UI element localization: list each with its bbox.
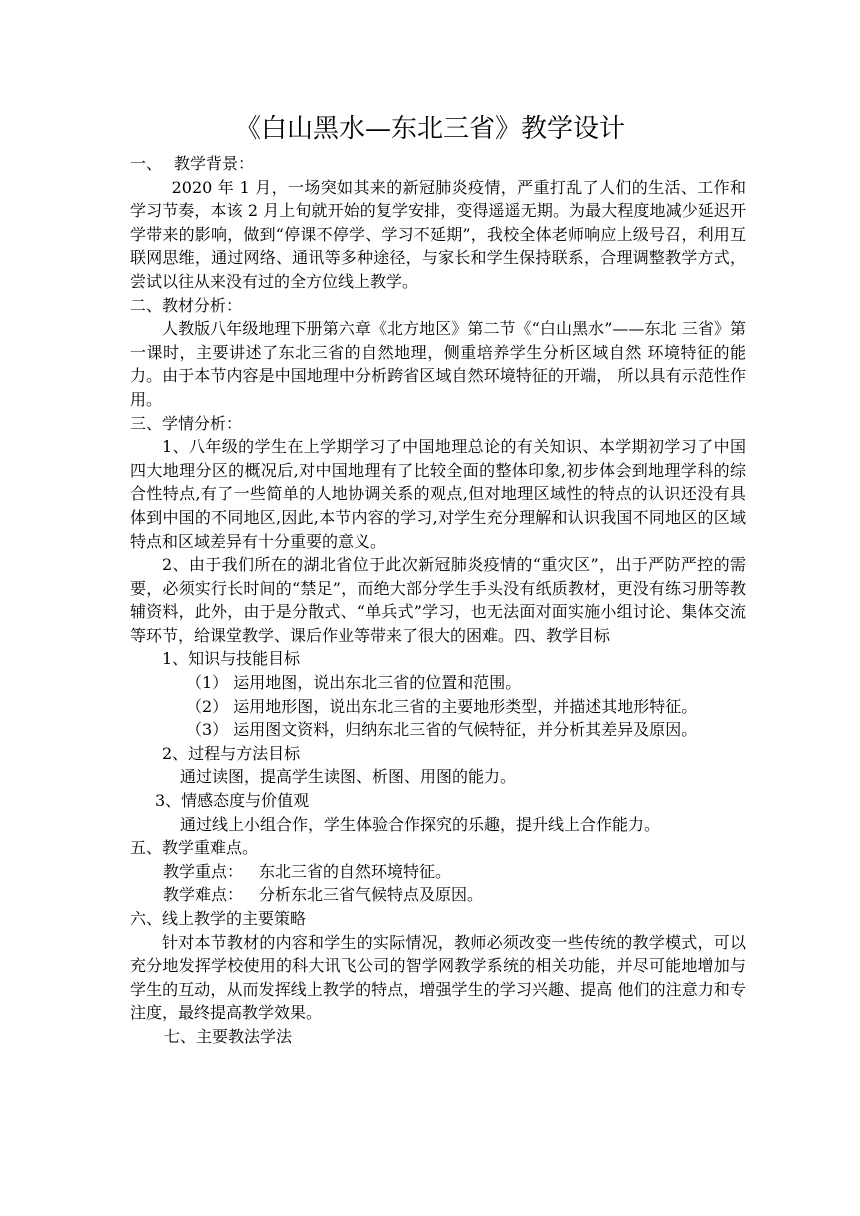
difficulty-label: 教学难点： [163, 885, 244, 905]
objective-item-2: （2） 运用地形图，说出东北三省的主要地形类型，并描述其地形特征。 [186, 696, 698, 716]
section-3-heading: 三、学情分析： [130, 413, 243, 433]
difficulty-line [130, 883, 746, 907]
section-1-title: 教学背景： [174, 154, 255, 173]
objective-process-text: 通过读图，提高学生读图、析图、用图的能力。 [180, 767, 517, 787]
objective-attitude-heading: 3、情感态度与价值观 [155, 791, 310, 811]
objective-item-1: （1） 运用地图，说出东北三省的位置和范围。 [186, 673, 522, 693]
key-point-text: 东北三省的自然环境特征。 [259, 861, 452, 881]
section-2-paragraph: 人教版八年级地理下册第六章《北方地区》第二节《“白山黑水”——东北 三省》第一课时，主要讲述了东北三省的自然地理，侧重培养学生分析区域自然 环境特征的能力。由于本节内容是中国地理中分析跨省区域自然环境特征的开端， 所以具有示范性作用。 [130, 319, 746, 409]
key-point-label: 教学重点： [163, 861, 244, 881]
section-3-paragraph-2: 2、由于我们所在的湖北省位于此次新冠肺炎疫情的“重灾区”，出于严防严控的需要，必须实行长时间的“禁足”，而绝大部分学生手头没有纸质教材，更没有练习册等教辅资料，此外，由于是分散式、“单兵式”学习，也无法面对面实施小组讨论、集体交流等环节，给课堂教学、课后作业等带来了很大的困难。四、教学目标 [130, 555, 746, 645]
objective-item-3: （3） 运用图文资料，归纳东北三省的气候特征，并分析其差异及原因。 [186, 720, 698, 740]
objective-attitude-text: 通过线上小组合作，学生体验合作探究的乐趣，提升线上合作能力。 [180, 814, 661, 834]
document-title: 《白山黑水—东北三省》教学设计 [234, 114, 625, 144]
section-7-heading: 七、主要教法学法 [164, 1026, 293, 1046]
section-3-paragraph-1: 1、八年级的学生在上学期学习了中国地理总论的有关知识、本学期初学习了中国四大地理分区的概况后,对中国地理有了比较全面的整体印象,初步体会到地理学科的综合性特点,有了一些简单的人地协调关系的观点,但对地理区域性的特点的认识还没有具体到中国的不同地区,因此,本节内容的学习,对学生充分理解和认识我国不同地区的区域特点和区域差异有十分重要的意义。 [130, 437, 746, 551]
objective-knowledge-heading: 1、知识与技能目标 [162, 649, 301, 669]
section-6-heading: 六、线上教学的主要策略 [130, 909, 307, 928]
section-1-heading [130, 152, 746, 176]
key-point-line [130, 860, 746, 884]
difficulty-text: 分析东北三省气候特点及原因。 [259, 885, 484, 905]
section-5-heading: 五、教学重难点。 [130, 838, 259, 858]
section-1-number: 一、 [130, 154, 163, 173]
section-6-paragraph: 针对本节教材的内容和学生的实际情况，教师必须改变一些传统的教学模式，可以充分地发挥学校使用的科大讯飞公司的智学网教学系统的相关功能，并尽可能地增加与学生的互动，从而发挥线上教学的特点，增强学生的学习兴趣、提高 他们的注意力和专注度，最终提高教学效果。 [130, 932, 746, 1023]
document-body [130, 152, 746, 1049]
section-1-paragraph: 2020 年 1 月，一场突如其来的新冠肺炎疫情，严重打乱了人们的生活、工作和学习节奏，本该 2 月上旬就开始的复学安排，变得遥遥无期。为最大程度地减少延迟开学带来的影响，做到“停课不停学、学习不延期”，我校全体老师响应上级号召，利用互联网思维，通过网络、通讯等多种途径，与家长和学生保持联系，合理调整教学方式，尝试以往从来没有过的全方位线上教学。 [130, 177, 746, 291]
objective-process-heading: 2、过程与方法目标 [162, 743, 301, 763]
section-2-heading: 二、教材分析： [130, 295, 243, 315]
